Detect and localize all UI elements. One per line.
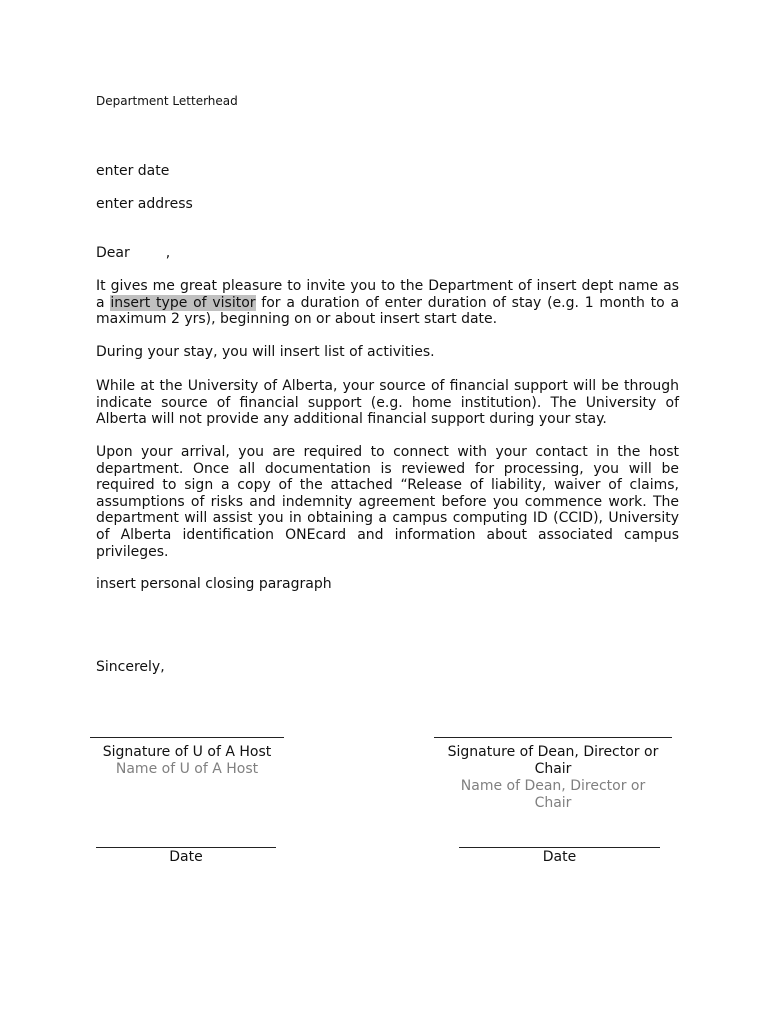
sign-off: Sincerely, [96, 659, 165, 675]
host-signature-label: Signature of U of A Host [102, 744, 272, 760]
salutation-comma: , [165, 245, 171, 261]
invitation-text-start: It gives me great pleasure to invite you to the Department of insert dept name as a [96, 278, 679, 311]
host-date-line [96, 847, 276, 848]
visitor-type-field[interactable]: insert type of visitor [110, 294, 256, 311]
department-letterhead: Department Letterhead [96, 94, 238, 108]
host-name-field[interactable]: Name of U of A Host [115, 761, 259, 777]
financial-support-paragraph: While at the University of Alberta, your source of financial support will be through indicate source of financial support (e.g. home institution). The University of Alberta will not provide any additional financial support during your stay. [96, 378, 679, 428]
activities-paragraph: During your stay, you will insert list of activities. [96, 344, 435, 360]
dean-name-field[interactable]: Name of Dean, Director or Chair [460, 778, 646, 811]
salutation [96, 245, 170, 262]
invitation-text-end: for a duration of enter duration of stay (e.g. 1 month to a maximum 2 yrs), beginning on or about insert start date. [96, 294, 680, 328]
dean-signature-block [434, 737, 672, 812]
salutation-dear: Dear [96, 245, 130, 261]
date-field[interactable]: enter date [96, 163, 170, 179]
host-date-block [96, 847, 276, 866]
address-field[interactable]: enter address [96, 196, 193, 212]
dean-signature-label: Signature of Dean, Director or Chair [447, 744, 659, 777]
closing-paragraph: insert personal closing paragraph [96, 576, 332, 592]
invitation-paragraph [96, 278, 679, 328]
dean-signature-line [434, 737, 672, 738]
dean-date-label: Date [542, 849, 577, 865]
host-date-label: Date [169, 849, 203, 865]
host-signature-block [90, 737, 284, 778]
dean-date-block [459, 847, 660, 866]
arrival-paragraph: Upon your arrival, you are required to connect with your contact in the host department. Once all documentation is reviewed for processing, you will be required to sign a copy of the attached “Release of liability, waiver of claims, assumptions of risks and indemnity agreement before you commence work. The department will assist you in obtaining a campus computing ID (CCID), University of Alberta identification ONEcard and information about associated campus privileges. [96, 444, 679, 560]
dean-date-line [459, 847, 660, 848]
host-signature-line [90, 737, 284, 738]
